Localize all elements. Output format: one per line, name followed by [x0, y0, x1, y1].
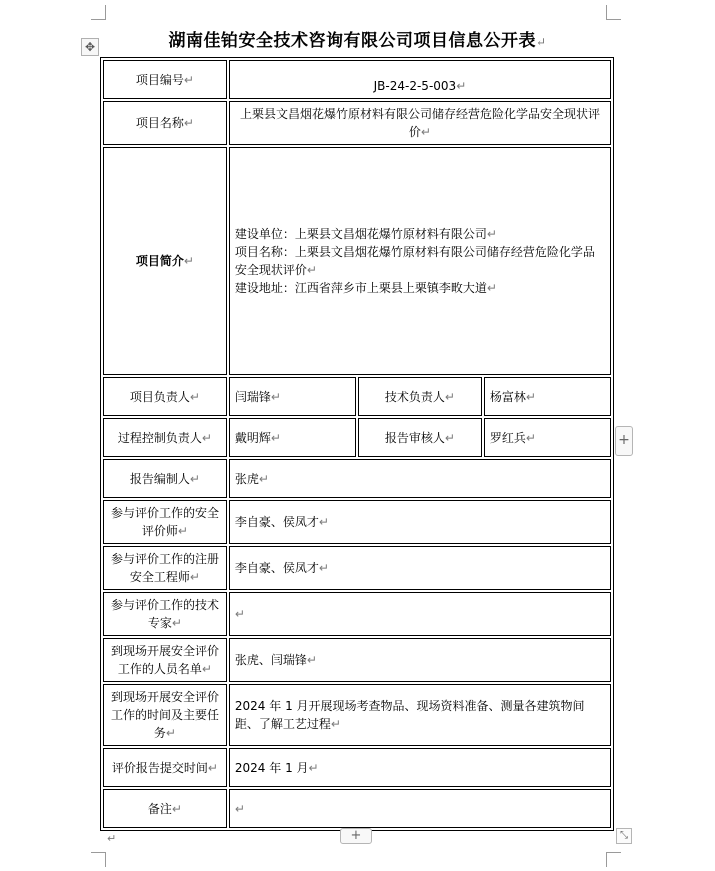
evaluators-value[interactable]: 李自豪、侯凤才↵: [229, 500, 611, 544]
table-move-handle-icon[interactable]: ✥: [81, 38, 99, 56]
project-intro-label: 项目简介↵: [103, 147, 227, 375]
site-time-value[interactable]: 2024 年 1 月开展现场考查物品、现场资料准备、测量各建筑物间距、了解工艺过程↵: [229, 684, 611, 746]
site-time-label: 到现场开展安全评价工作的时间及主要任务↵: [103, 684, 227, 746]
table-row: [103, 418, 611, 457]
document-title: 湖南佳铂安全技术咨询有限公司项目信息公开表↵: [168, 31, 547, 51]
table-row: [103, 592, 611, 636]
project-leader-value[interactable]: 闫瑞锋↵: [229, 377, 356, 416]
table-resize-handle-icon[interactable]: ⤡: [616, 828, 632, 844]
table-row: [103, 60, 611, 99]
project-intro-value[interactable]: 建设单位：上栗县文昌烟花爆竹原材料有限公司↵ 项目名称：上栗县文昌烟花爆竹原材料有限公司储存经营危险化学品安全现状评价↵ 建设地址：江西省萍乡市上栗县上栗镇李畋大道↵: [229, 147, 611, 375]
experts-value[interactable]: ↵: [229, 592, 611, 636]
crop-mark-top-left: [91, 5, 106, 20]
add-column-button[interactable]: +: [615, 426, 633, 456]
tech-leader-label: 技术负责人↵: [358, 377, 482, 416]
tech-leader-value[interactable]: 杨富林↵: [484, 377, 611, 416]
table-row: [103, 147, 611, 375]
crop-mark-bottom-right: [606, 852, 621, 867]
table-row: [103, 748, 611, 787]
submit-time-value[interactable]: 2024 年 1 月↵: [229, 748, 611, 787]
process-control-value[interactable]: 戴明辉↵: [229, 418, 356, 457]
table-row: [103, 500, 611, 544]
author-label: 报告编制人↵: [103, 459, 227, 498]
project-name-value[interactable]: 上栗县文昌烟花爆竹原材料有限公司储存经营危险化学品安全现状评价↵: [229, 101, 611, 145]
table-row: [103, 377, 611, 416]
reviewer-value[interactable]: 罗红兵↵: [484, 418, 611, 457]
table-row: [103, 459, 611, 498]
table-row: [103, 638, 611, 682]
add-row-button[interactable]: +: [340, 828, 372, 844]
submit-time-label: 评价报告提交时间↵: [103, 748, 227, 787]
table-row: [103, 546, 611, 590]
table-row: [103, 684, 611, 746]
table-row: [103, 789, 611, 828]
experts-label: 参与评价工作的技术专家↵: [103, 592, 227, 636]
process-control-label: 过程控制负责人↵: [103, 418, 227, 457]
project-no-value[interactable]: JB-24-2-5-003↵: [229, 60, 611, 99]
project-no-label: 项目编号↵: [103, 60, 227, 99]
engineers-label: 参与评价工作的注册安全工程师↵: [103, 546, 227, 590]
project-info-table: [100, 57, 614, 831]
engineers-value[interactable]: 李自豪、侯凤才↵: [229, 546, 611, 590]
site-staff-value[interactable]: 张虎、闫瑞锋↵: [229, 638, 611, 682]
crop-mark-bottom-left: [91, 852, 106, 867]
end-paragraph-mark: ↵: [107, 832, 117, 845]
table-row: [103, 101, 611, 145]
remarks-value[interactable]: ↵: [229, 789, 611, 828]
crop-mark-top-right: [606, 5, 621, 20]
site-staff-label: 到现场开展安全评价工作的人员名单↵: [103, 638, 227, 682]
evaluators-label: 参与评价工作的安全评价师↵: [103, 500, 227, 544]
project-leader-label: 项目负责人↵: [103, 377, 227, 416]
reviewer-label: 报告审核人↵: [358, 418, 482, 457]
remarks-label: 备注↵: [103, 789, 227, 828]
project-name-label: 项目名称↵: [103, 101, 227, 145]
author-value[interactable]: 张虎↵: [229, 459, 611, 498]
